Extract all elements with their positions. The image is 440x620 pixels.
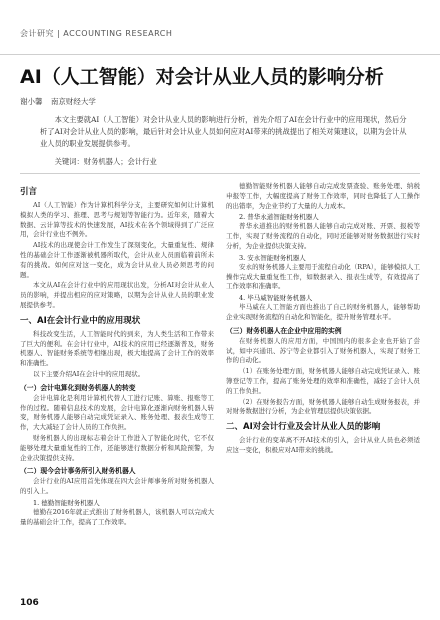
paragraph: 安永的财务机器人主要用于流程自动化（RPA），能够模拟人工操作完成大量重复性工作，如数据录入、报表生成等，有效提高了工作效率和准确率。 xyxy=(226,262,420,291)
subsection-heading: （一）会计电算化到财务机器人的转变 xyxy=(20,383,136,392)
paragraph: AI技术的出现使会计工作发生了深刻变化，大量重复性、规律性的基础会计工作逐渐被机器所取代，会计从业人员面临着前所未有的挑战。如何应对这一变化，成为会计从业人员必须思考的问题。 xyxy=(20,241,214,279)
page-number: 106 xyxy=(20,598,39,608)
paragraph: 普华永道推出的财务机器人能够自动完成对账、开票、报税等工作，实现了财务流程的自动化，同时还能够对财务数据进行实时分析，为企业提供决策支持。 xyxy=(226,222,420,250)
paragraph: 会计电算化是利用计算机代替人工进行记账、算账、报账等工作的过程。随着信息技术的发展，会计电算化逐渐向财务机器人转变，财务机器人能够自动完成凭证录入、账务处理、报表生成等工作，大大减轻了会计人员的工作负担。 xyxy=(20,393,214,432)
subsection-heading: （二）现今会计事务所引入财务机器人 xyxy=(20,467,136,476)
list-item-heading: 3. 安永智能财务机器人 xyxy=(239,253,306,262)
article-title: AI（人工智能）对会计从业人员的影响分析 xyxy=(20,66,384,88)
paragraph: 科技改变生活，人工智能时代的到来，为人类生活和工作带来了巨大的便利。在会计行业中，AI技术的应用已经逐渐普及，财务机器人、智能财务系统等相继出现，极大地提高了会计工作的效率和准确性。 xyxy=(20,329,214,368)
paragraph: 毕马威在人工智能方面也推出了自己的财务机器人，能够帮助企业实现财务流程的自动化和智能化，提升财务管理水平。 xyxy=(226,303,420,321)
paragraph: 本文从AI在会计行业中的应用现状出发，分析AI对会计从业人员的影响，并提出相应的应对策略，以期为会计从业人员的职业发展提供参考。 xyxy=(20,281,214,309)
author-affiliation: 南京财经大学 xyxy=(50,97,96,106)
paragraph: 在财务机器人的应用方面，中国国内的很多企业也开始了尝试，如中兴通讯、苏宁等企业都引入了财务机器人，实现了财务工作的自动化。 xyxy=(226,336,420,365)
paragraph: 会计行业的AI应用首先体现在四大会计师事务所对财务机器人的引入上。 xyxy=(20,477,214,496)
subsection-heading: （三）财务机器人在企业中应用的实例 xyxy=(226,326,342,335)
paragraph: 以下主要介绍AI在会计中的应用现状。 xyxy=(33,369,145,378)
paragraph: （2）在财务报告方面，财务机器人能够自动生成财务报表，并对财务数据进行分析，为企业管理层提供决策依据。 xyxy=(226,397,420,416)
journal-section-label: 会计研究 | ACCOUNTING RESEARCH xyxy=(20,29,173,38)
list-item-heading: 4. 毕马威智能财务机器人 xyxy=(239,294,313,303)
paragraph: 财务机器人的出现标志着会计工作进入了智能化时代，它不仅能够处理大量重复性的工作，还能够进行数据分析和风险预警，为企业决策提供支持。 xyxy=(20,433,214,462)
paragraph: AI（人工智能）作为计算机科学分支，主要研究如何让计算机模拟人类的学习、推理、思考与规划等智能行为。近年来，随着大数据、云计算等技术的快速发展，AI技术在各个领域得到了广泛应用，会计行业也不例外。 xyxy=(20,201,214,239)
keywords: 关键词：财务机器人；会计行业 xyxy=(54,157,157,166)
author-name: 谢小馨 xyxy=(20,97,43,106)
paragraph: （1）在账务处理方面，财务机器人能够自动完成凭证录入、账簿登记等工作，提高了账务处理的效率和准确性，减轻了会计人员的工作负担。 xyxy=(226,367,420,395)
paragraph: 德勤在2016年就正式推出了财务机器人，该机器人可以完成大量的基础会计工作，提高了工作效率。 xyxy=(20,507,214,526)
body-column-left xyxy=(20,182,214,529)
intro-heading: 引言 xyxy=(20,187,38,197)
abstract: 本文主要就AI（人工智能）对会计从业人员的影响进行分析，首先介绍了AI在会计行业中的应用现状，然后分析了AI对会计从业人员的影响，最后针对会计从业人员如何应对AI带来的挑战提出了相关对策建议，以期为会计从业人员的职业发展提供参考。 xyxy=(40,115,407,148)
section-heading: 二、AI对会计行业及会计从业人员的影响 xyxy=(226,422,381,433)
body-column-right xyxy=(226,182,420,457)
section-heading: 一、AI在会计行业中的应用现状 xyxy=(20,315,141,326)
paragraph: 会计行业的变革离不开AI技术的引入，会计从业人员也必须适应这一变化，积极应对AI带来的挑战。 xyxy=(226,436,420,454)
top-bar xyxy=(0,0,440,55)
list-item-heading: 2. 普华永道智能财务机器人 xyxy=(239,213,319,222)
paragraph: 德勤智能财务机器人能够自动完成发票查验、账务处理、纳税申报等工作，大幅度提高了财务工作效率，同时也降低了人工操作的出错率，为企业节约了大量的人力成本。 xyxy=(226,182,420,210)
list-item-heading: 1. 德勤智能财务机器人 xyxy=(33,498,100,507)
author-line xyxy=(20,96,102,107)
divider xyxy=(20,173,420,174)
